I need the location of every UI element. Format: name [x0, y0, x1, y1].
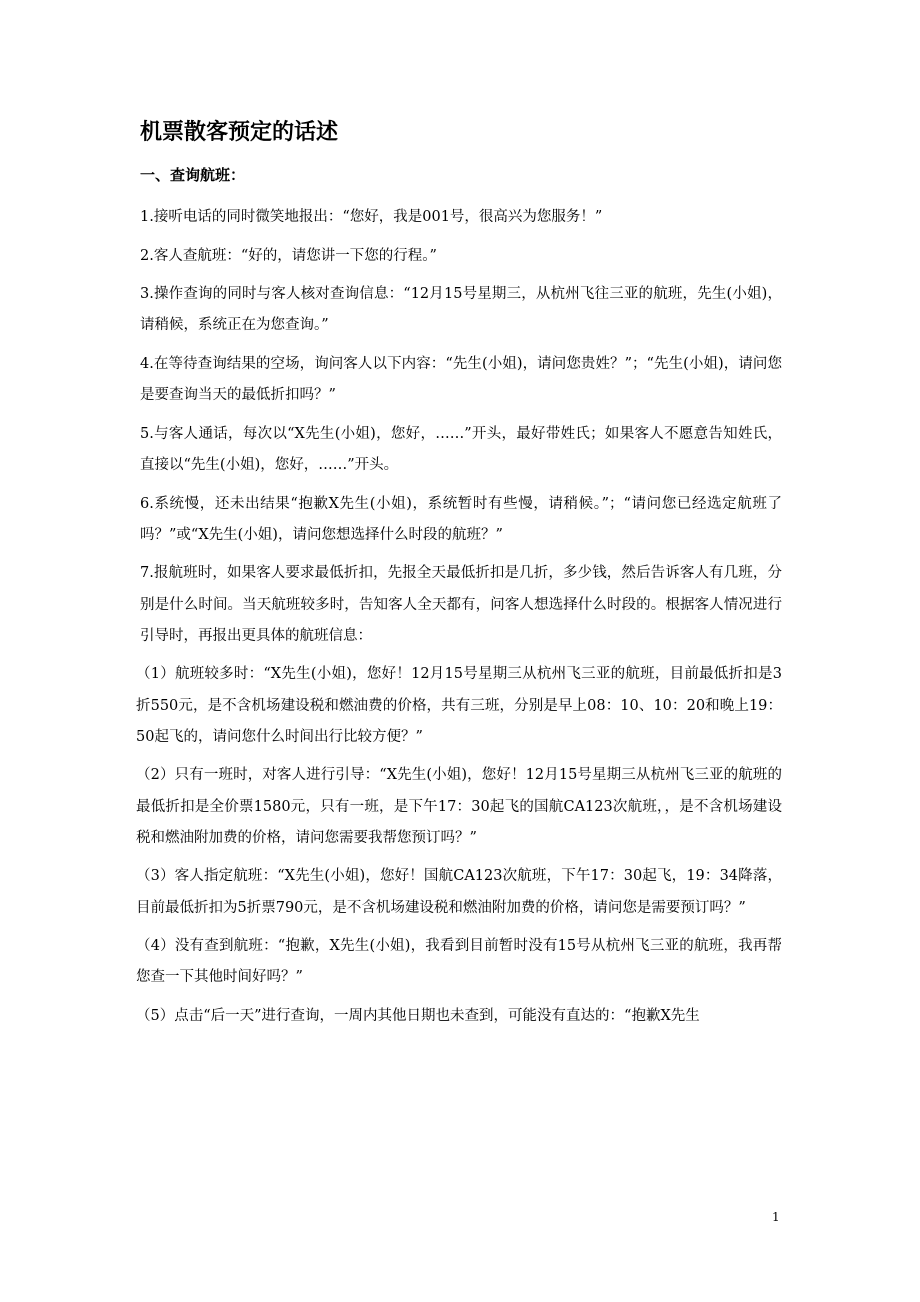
paragraph-7-1: （1）航班较多时：“X先生(小姐)，您好！12月15号星期三从杭州飞三亚的航班，目前最低折扣是3折550元，是不含机场建设税和燃油费的价格，共有三班，分别是早上08：10、10：20和晚上19：50起飞的，请问您什么时间出行比较方便？”: [136, 666, 782, 745]
paragraph-4: 4.在等待查询结果的空场，询问客人以下内容：“先生(小姐)，请问您贵姓？”；“先生(小姐)，请问您是要查询当天的最低折扣吗？”: [140, 355, 782, 404]
paragraph-1: 1.接听电话的同时微笑地报出：“您好，我是001号，很高兴为您服务！”: [140, 209, 603, 225]
page-number: 1: [772, 1210, 780, 1224]
paragraph-5: 5.与客人通话，每次以“X先生(小姐)，您好，……”开头，最好带姓氏；如果客人不愿意告知姓氏，直接以“先生(小姐)，您好，……”开头。: [140, 425, 782, 473]
paragraph-7-5: （5）点击“后一天”进行查询，一周内其他日期也未查到，可能没有直达的：“抱歉X先生: [136, 1007, 700, 1024]
paragraph-3: 3.操作查询的同时与客人核对查询信息：“12月15号星期三，从杭州飞往三亚的航班，先生(小姐)，请稍候，系统正在为您查询。”: [140, 286, 782, 334]
document-title: 机票散客预定的话述: [140, 120, 339, 145]
paragraph-7: 7.报航班时，如果客人要求最低折扣，先报全天最低折扣是几折，多少钱，然后告诉客人有几班，分别是什么时间。当天航班较多时，告知客人全天都有，问客人想选择什么时段的。根据客人情况进行引导时，再报出更具体的航班信息：: [140, 565, 782, 644]
section-heading: 一、查询航班：: [140, 166, 246, 184]
paragraph-7-4: （4）没有查到航班：“抱歉，X先生(小姐)，我看到目前暂时没有15号从杭州飞三亚的航班，我再帮您查一下其他时间好吗？”: [136, 938, 782, 986]
paragraph-7-2: （2）只有一班时，对客人进行引导：“X先生(小姐)，您好！12月15号星期三从杭州飞三亚的航班的最低折扣是全价票1580元，只有一班，是下午17：30起飞的国航CA123次航班，，是不含机场建设税和燃油附加费的价格，请问您需要我帮您预订吗？”: [136, 767, 782, 846]
document-body: [136, 202, 782, 1040]
paragraph-6: 6.系统慢，还未出结果“抱歉X先生(小姐)，系统暂时有些慢，请稍候。”；“请问您已经选定航班了吗？”或“X先生(小姐)，请问您想选择什么时段的航班？”: [140, 495, 782, 543]
paragraph-7-3: （3）客人指定航班：“X先生(小姐)，您好！国航CA123次航班，下午17：30起飞，19：34降落，目前最低折扣为5折票790元，是不含机场建设税和燃油附加费的价格，请问您是需要预订吗？”: [136, 868, 782, 916]
paragraph-2: 2.客人查航班：“好的，请您讲一下您的行程。”: [140, 247, 437, 264]
